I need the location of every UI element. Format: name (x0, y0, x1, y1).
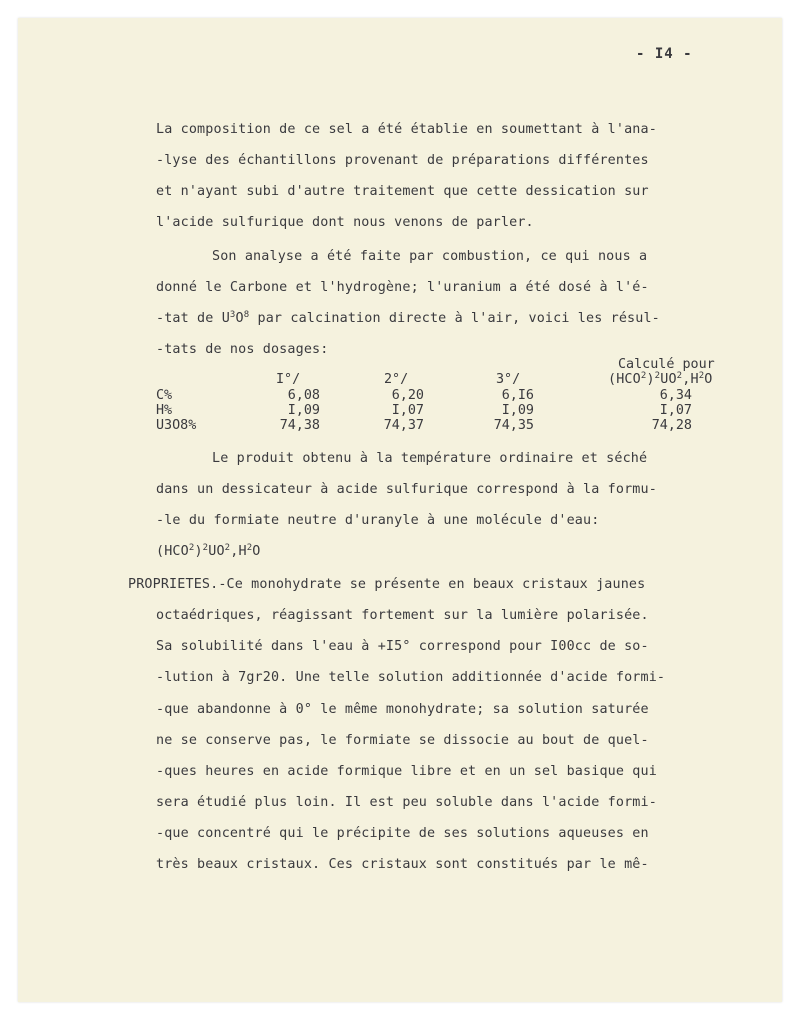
para2-line3: -tat de $U^3O^8$ par calcination directe à l'air, voici les résul- (156, 310, 660, 326)
column-header-1: I°/ (276, 372, 301, 387)
row-label-h: H% (156, 403, 173, 418)
row-c-value-2: 6,20 (391, 388, 424, 403)
row-h-calc: I,07 (659, 403, 692, 418)
para4-line2: octaédriques, réagissant fortement sur la lumière polarisée. (156, 608, 649, 623)
para1-line3: et n'ayant subi d'autre traitement que cette dessication sur (156, 184, 649, 199)
row-u3o8-calc: 74,28 (651, 418, 692, 433)
document-page (18, 18, 782, 1002)
para4-line8: sera étudié plus loin. Il est peu soluble dans l'acide formi- (156, 795, 657, 810)
para4-line9: -que concentré qui le précipite de ses solutions aqueuses en (156, 826, 649, 841)
row-c-value-3: 6,I6 (501, 388, 534, 403)
row-u3o8-value-1: 74,38 (279, 418, 320, 433)
calc-header-line1: Calculé pour (618, 357, 715, 372)
row-h-value-2: I,07 (391, 403, 424, 418)
page-number: - I4 - (636, 46, 693, 62)
para1-line1: La composition de ce sel a été établie en soumettant à l'ana- (156, 122, 657, 137)
row-u3o8-value-3: 74,35 (493, 418, 534, 433)
para4-line5: -que abandonne à 0° le même monohydrate; sa solution saturée (156, 702, 649, 717)
column-header-3: 3°/ (496, 372, 521, 387)
para3-line1: Le produit obtenu à la température ordinaire et séché (212, 451, 648, 466)
para4-line10: très beaux cristaux. Ces cristaux sont constitués par le mê- (156, 857, 649, 872)
para4-line6: ne se conserve pas, le formiate se dissocie au bout de quel- (156, 733, 649, 748)
para4-line7: -ques heures en acide formique libre et en un sel basique qui (156, 764, 657, 779)
row-label-u3o8: U3O8% (156, 418, 197, 433)
para4-line4: -lution à 7gr20. Une telle solution additionnée d'acide formi- (156, 670, 666, 685)
para3-line2: dans un dessicateur à acide sulfurique correspond à la formu- (156, 482, 657, 497)
para2-line4: -tats de nos dosages: (156, 342, 329, 357)
para2-line1: Son analyse a été faite par combustion, ce qui nous a (212, 249, 648, 264)
row-label-c: C% (156, 388, 173, 403)
para2-line2: donné le Carbone et l'hydrogène; l'uranium a été dosé à l'é- (156, 280, 649, 295)
row-h-value-1: I,09 (287, 403, 320, 418)
para3-line3: -le du formiate neutre d'uranyle à une molécule d'eau: (156, 513, 600, 528)
para4-line1: PROPRIETES.-Ce monohydrate se présente en beaux cristaux jaunes (128, 577, 646, 592)
para1-line4: l'acide sulfurique dont nous venons de parler. (156, 215, 534, 230)
row-h-value-3: I,09 (501, 403, 534, 418)
para4-line3: Sa solubilité dans l'eau à +I5° correspond pour I00cc de so- (156, 639, 649, 654)
para1-line2: -lyse des échantillons provenant de préparations différentes (156, 153, 649, 168)
calc-header-formula: $(HCO^2)^2UO^2,H^2O$ (608, 371, 713, 387)
formula-line: $(HCO^2)^2UO^2,H^2O$ (156, 543, 261, 559)
row-u3o8-value-2: 74,37 (383, 418, 424, 433)
row-c-calc: 6,34 (659, 388, 692, 403)
column-header-2: 2°/ (384, 372, 409, 387)
row-c-value-1: 6,08 (287, 388, 320, 403)
